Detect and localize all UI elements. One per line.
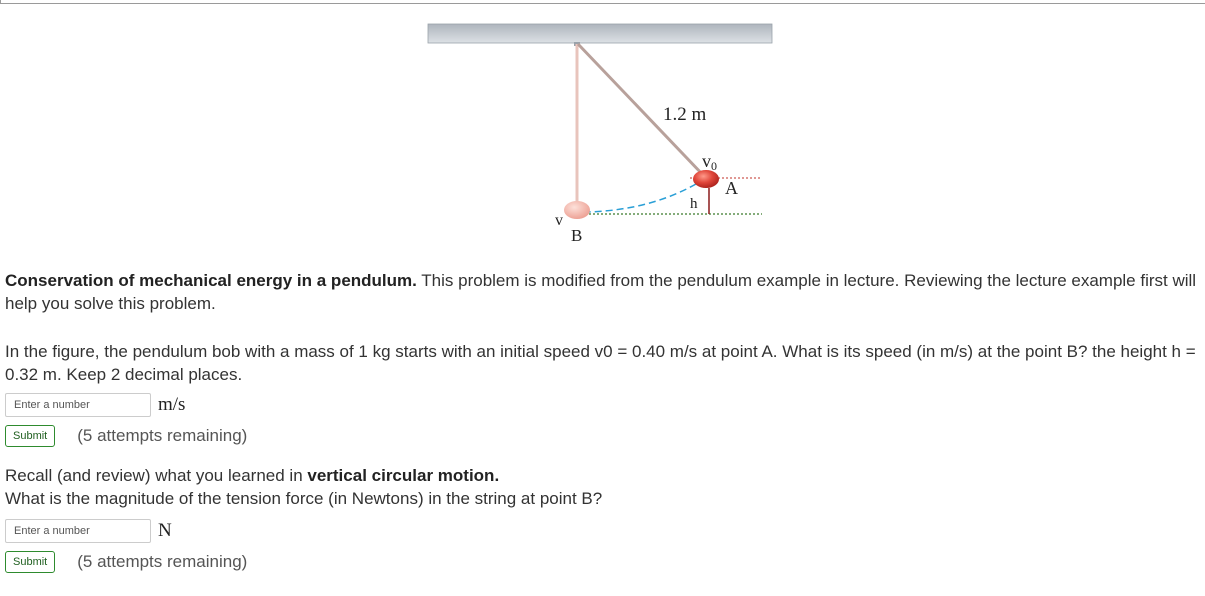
swing-arc <box>588 184 696 212</box>
pendulum-figure <box>420 18 790 250</box>
top-divider <box>0 0 1205 4</box>
answer-row-tension <box>5 519 172 543</box>
submit-speed-button[interactable]: Submit <box>5 425 55 447</box>
speed-input[interactable] <box>5 393 151 417</box>
tension-unit: N <box>158 520 172 541</box>
question-speed: In the figure, the pendulum bob with a mass of 1 kg starts with an initial speed v0 = 0.40 m/s at point A. What is its speed (in m/s) at the point B? the height h = 0.32 m. Keep 2 decimal places. <box>5 342 1196 384</box>
submit-row-speed <box>5 424 247 448</box>
bob-b <box>564 201 590 219</box>
tension-question-text: What is the magnitude of the tension force (in Newtons) in the string at point B? <box>5 489 603 508</box>
height-label: h <box>690 196 698 212</box>
speed-unit: m/s <box>158 394 186 415</box>
attempts-remaining-tension: (5 attempts remaining) <box>77 552 248 571</box>
tension-topic: vertical circular motion. <box>307 466 500 485</box>
intro-heading: Conservation of mechanical energy in a pendulum. <box>5 271 417 290</box>
v0-label: v0 <box>702 151 717 173</box>
length-label: 1.2 m <box>663 104 707 125</box>
tension-lead: Recall (and review) what you learned in vertical circular motion. <box>5 466 500 485</box>
problem-intro <box>5 269 1203 315</box>
point-b-label: B <box>571 226 583 245</box>
v-label: v <box>555 212 563 229</box>
submit-row-tension <box>5 550 247 574</box>
submit-tension-button[interactable]: Submit <box>5 551 55 573</box>
question-tension <box>5 464 1200 510</box>
answer-row-speed <box>5 393 185 417</box>
pendulum-diagram <box>420 18 790 250</box>
attempts-remaining-speed: (5 attempts remaining) <box>77 426 248 445</box>
intro-text: This problem is modified from the pendulum example in lecture. Reviewing the lecture example first will help you solve this problem. <box>5 271 1197 313</box>
point-a-label: A <box>725 178 738 198</box>
tension-input[interactable] <box>5 519 151 543</box>
ceiling <box>428 24 772 43</box>
